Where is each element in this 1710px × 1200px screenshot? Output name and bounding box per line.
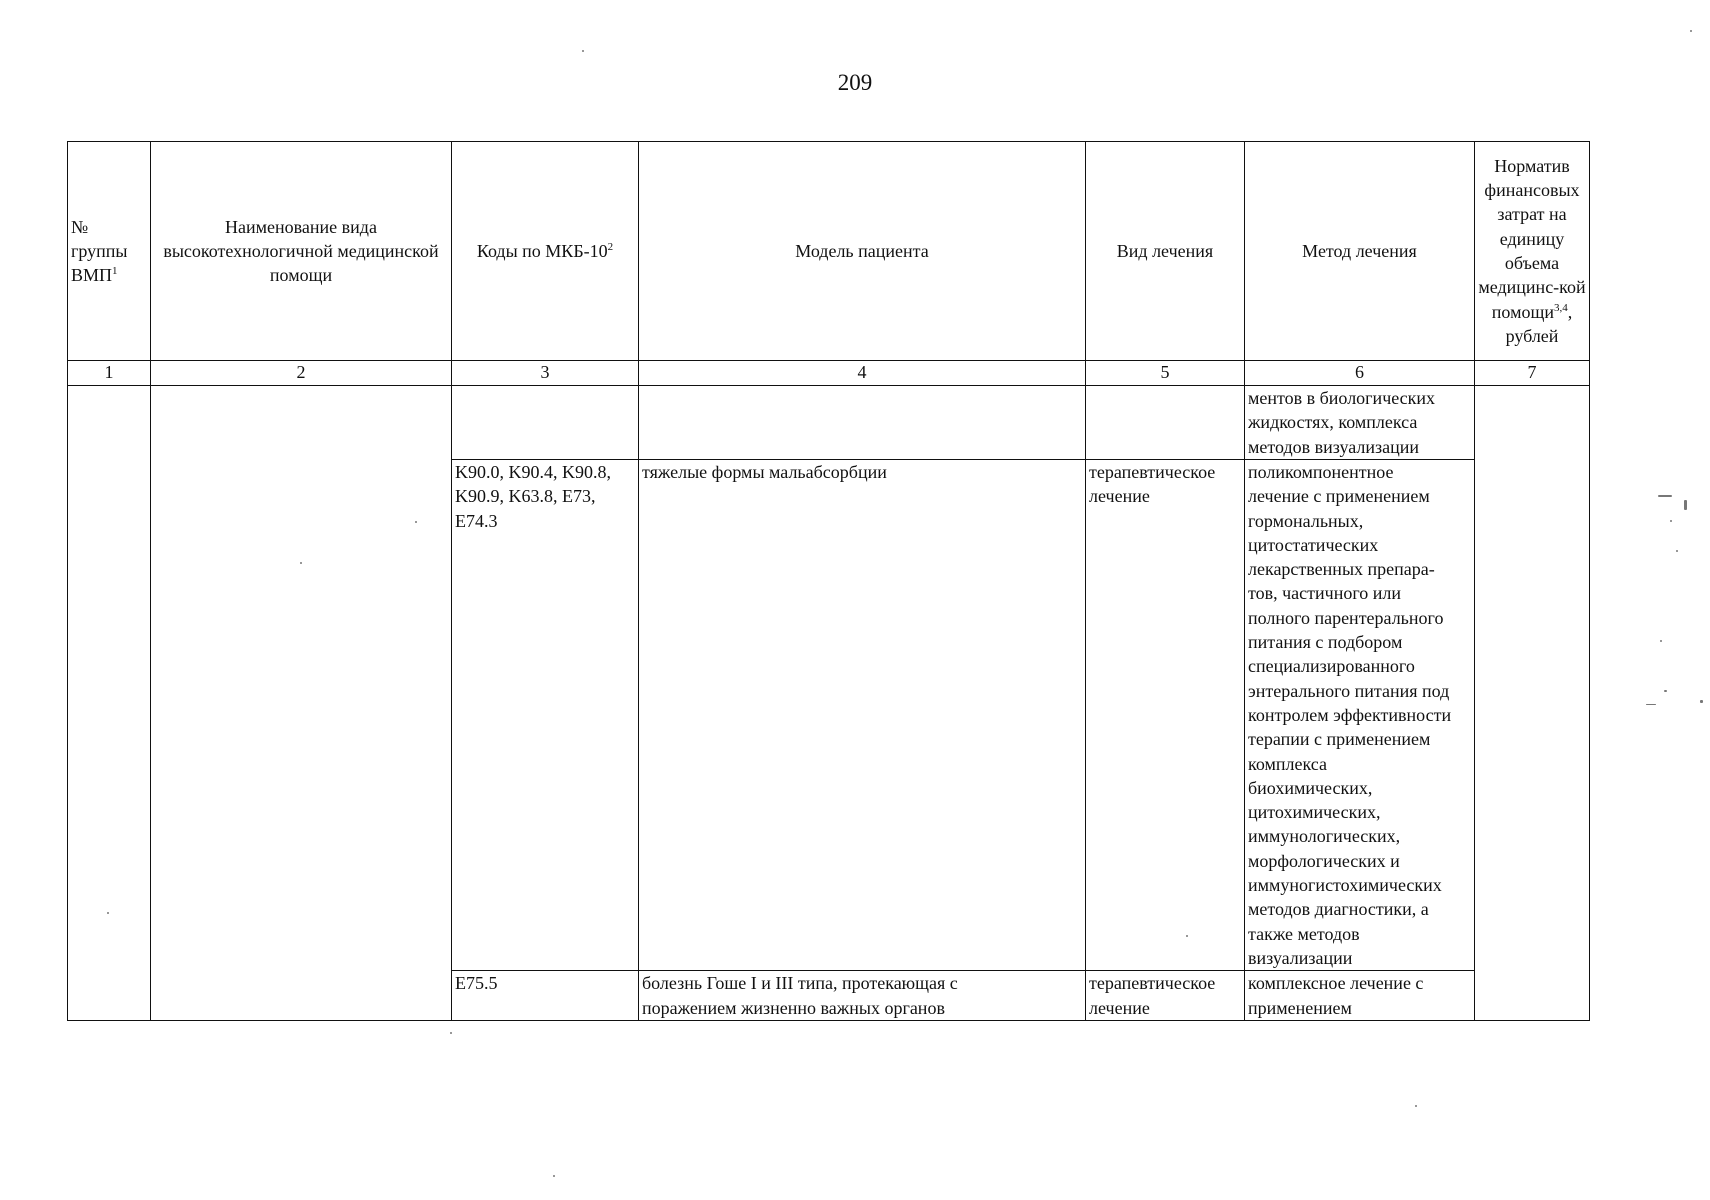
vmp-table	[67, 141, 1590, 1021]
care-type-name-cell	[151, 386, 452, 1021]
scan-speck	[1690, 30, 1692, 32]
treatment-method-cell: ментов в биологических жидкостях, комплекса методов визуализации	[1245, 386, 1475, 460]
header-patient-model	[639, 142, 1086, 361]
header-treatment-method	[1245, 142, 1475, 361]
header-group-number-footnote: 1	[112, 265, 118, 278]
scan-speck	[1700, 700, 1703, 703]
header-cost-standard-text: Норматив финансовых затрат на единицу объема медицинс-кой помощи	[1478, 155, 1586, 322]
page-number: 209	[837, 70, 873, 95]
column-number: 7	[1475, 361, 1590, 386]
header-care-type-name-text: Наименование вида высокотехнологичной медицинской помощи	[163, 216, 439, 286]
patient-model-cell: болезнь Гоше I и III типа, протекающая с поражением жизненно важных органов	[639, 971, 1086, 1021]
scan-speck	[1660, 640, 1662, 642]
cost-standard-cell	[1475, 386, 1590, 1021]
table-row	[68, 386, 1590, 460]
header-icd-codes-footnote: 2	[607, 240, 614, 253]
scan-speck	[1646, 704, 1656, 705]
scan-speck	[553, 1175, 555, 1177]
column-number: 4	[639, 361, 1086, 386]
header-group-number	[68, 142, 151, 361]
header-icd-codes	[452, 142, 639, 361]
treatment-method-cell: поликомпонентное лечение с применением гормональных, цитостатических лекарственных препара- тов, частичного или полного парентерального питания с подбором специализированного энтерального питания под контролем эффективности терапии с применением комплекса биохимических, цитохимических, иммунологических, морфологических и иммуногистохимических методов диагностики, а также методов визуализации	[1245, 460, 1475, 971]
icd-codes-cell: E75.5	[452, 971, 639, 1021]
header-care-type-name	[151, 142, 452, 361]
treatment-type-cell: терапевтическое лечение	[1086, 460, 1245, 971]
header-row	[68, 142, 1590, 361]
scan-speck	[415, 521, 417, 523]
scan-speck	[1664, 690, 1667, 692]
column-number: 3	[452, 361, 639, 386]
column-number: 5	[1086, 361, 1245, 386]
scan-speck	[1415, 1105, 1417, 1107]
scan-speck	[300, 562, 302, 564]
header-icd-codes-text: Коды по МКБ-10	[476, 240, 608, 261]
scan-speck	[1676, 550, 1678, 552]
column-number: 6	[1245, 361, 1475, 386]
header-treatment-type-text: Вид лечения	[1116, 240, 1214, 261]
treatment-type-cell: терапевтическое лечение	[1086, 971, 1245, 1021]
scan-speck	[1658, 495, 1672, 497]
icd-codes-cell: K90.0, K90.4, K90.8, K90.9, K63.8, E73, E74.3	[452, 460, 639, 971]
patient-model-cell	[639, 386, 1086, 460]
group-number-cell	[68, 386, 151, 1021]
header-patient-model-text: Модель пациента	[795, 240, 929, 261]
scan-speck	[107, 912, 109, 914]
header-cost-standard-footnote: 3,4	[1553, 301, 1568, 314]
scan-speck	[1670, 520, 1672, 522]
header-treatment-method-text: Метод лечения	[1302, 240, 1417, 261]
column-number: 1	[68, 361, 151, 386]
scan-speck	[1186, 935, 1188, 937]
column-number: 2	[151, 361, 452, 386]
header-cost-standard-unit: , рублей	[1505, 301, 1573, 346]
treatment-method-cell: комплексное лечение с применением	[1245, 971, 1475, 1021]
scan-speck	[582, 50, 584, 52]
treatment-type-cell	[1086, 386, 1245, 460]
patient-model-cell: тяжелые формы мальабсорбции	[639, 460, 1086, 971]
header-cost-standard	[1475, 142, 1590, 361]
icd-codes-cell	[452, 386, 639, 460]
header-treatment-type	[1086, 142, 1245, 361]
scan-speck	[1684, 500, 1687, 510]
scan-speck	[450, 1032, 452, 1034]
column-number-row	[68, 361, 1590, 386]
header-group-number-text: № группы ВМП	[71, 216, 128, 286]
